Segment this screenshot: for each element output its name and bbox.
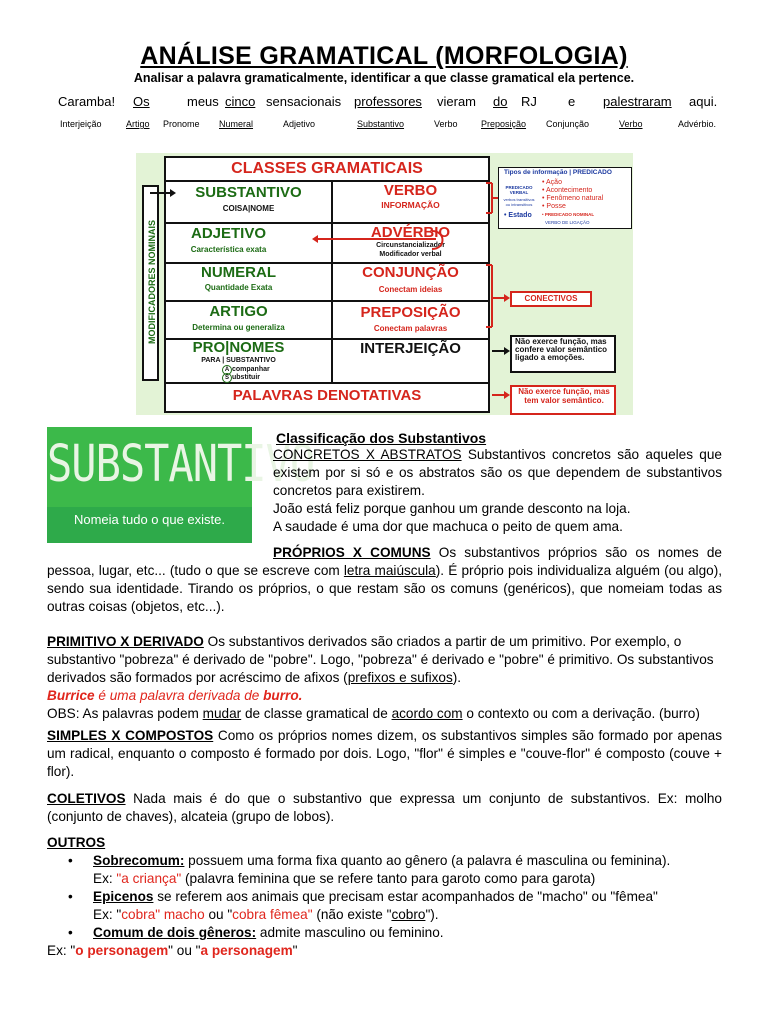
example-2: A saudade é uma dor que machuca o peito de quem ama. <box>273 519 623 534</box>
class-numeral: NUMERAL <box>201 264 276 281</box>
text-ex: Ex: <box>93 871 117 886</box>
word-do: do <box>493 94 508 109</box>
text-concretos: Substantivos concretos são aqueles que existem por si só e os abstratos são os que dependem de substantivos concretos para existirem. <box>273 447 722 498</box>
word-os: Os <box>133 94 150 109</box>
obs-2: de classe gramatical de <box>241 706 392 721</box>
text-ex: Ex: " <box>47 943 76 958</box>
word-vieram: vieram <box>437 94 477 109</box>
denotativas-note: Não exerce função, mas tem valor semântico. <box>518 387 610 405</box>
class-preposicao-desc: Conectam palavras <box>373 324 448 333</box>
tag-preposicao: Preposição <box>481 119 527 129</box>
example-burrice <box>47 688 302 703</box>
text-close: " <box>292 943 298 958</box>
text-primitivo-2: ). <box>452 670 462 685</box>
class-pronomes-desc2: A companhar <box>222 365 302 375</box>
bullet-dot: • <box>68 925 73 940</box>
interjeicao-note: Não exerce função, mas confere valor semântico ligado a emoções. <box>515 337 608 362</box>
example-cobra-macho: cobra" macho <box>121 907 205 922</box>
class-adverbio-desc1: Circunstancializador <box>376 242 445 249</box>
bullet-dot: • <box>68 889 73 904</box>
predicado-box <box>498 167 632 229</box>
tag-interjeicao: Interjeição <box>60 119 102 129</box>
side-label: MODIFICADORES NOMINAIS <box>147 220 157 345</box>
class-numeral-desc: Quantidade Exata <box>204 283 273 292</box>
text-close: "). <box>425 907 439 922</box>
bullet-epicenos <box>93 888 722 924</box>
classes-diagram <box>136 153 633 415</box>
heading-coletivos: COLETIVOS <box>47 791 126 806</box>
text-prefixos-sufixos: prefixos e sufixos <box>347 670 453 685</box>
text-ex: Ex: " <box>93 907 122 922</box>
predicado-items <box>542 179 603 211</box>
example-a-personagem: a personagem <box>200 943 293 958</box>
banner-word: SUBSTANTIVO <box>47 434 315 493</box>
word-sensacionais: sensacionais <box>266 94 342 109</box>
class-adjetivo-desc: Característica exata <box>190 245 267 254</box>
obs-mudar: mudar <box>202 706 242 721</box>
class-substantivo-desc: COISA|NOME <box>222 204 275 213</box>
verbo-ligacao: VERBO DE LIGAÇÃO <box>545 220 590 225</box>
class-adverbio: ADVÉRBIO <box>370 224 451 241</box>
word-cinco: cinco <box>225 94 256 109</box>
word-burrice: Burrice <box>47 688 95 703</box>
diagram-header: CLASSES GRAMATICAIS <box>231 160 423 177</box>
text-ou: " ou " <box>168 943 201 958</box>
word-cobro: cobro <box>391 907 426 922</box>
paragraph-coletivos <box>47 790 722 826</box>
predicado-verbal-desc: verbos transitivos ou intransitivos <box>503 197 535 207</box>
text-nao-existe: (não existe " <box>312 907 392 922</box>
tag-adverbio: Advérbio. <box>678 119 717 129</box>
conectivos-label: CONECTIVOS <box>524 294 578 303</box>
obs-3: o contexto ou com a derivação. (burro) <box>462 706 700 721</box>
word-palestraram: palestraram <box>603 94 672 109</box>
class-verbo-desc: INFORMAÇÃO <box>381 200 440 210</box>
word-e: e <box>568 94 576 109</box>
paragraph-concretos <box>273 446 722 500</box>
obs-acordo-com: acordo com <box>391 706 463 721</box>
class-pronomes-desc3: S ubstituir <box>222 373 302 383</box>
class-pronomes-desc1: PARA | SUBSTANTIVO <box>201 357 276 364</box>
tag-numeral: Numeral <box>219 119 254 129</box>
word-aqui: aqui. <box>689 94 718 109</box>
tag-verbo-2: Verbo <box>619 119 643 129</box>
text-epicenos: se referem aos animais que precisam estar acompanhados de "macho" ou "fêmea" <box>153 889 658 904</box>
substantivo-banner <box>47 427 315 543</box>
heading-sobrecomum: Sobrecomum: <box>93 853 185 868</box>
heading-simples: SIMPLES X COMPOSTOS <box>47 728 214 743</box>
pred-item: • Fenômeno natural <box>542 195 604 202</box>
heading-concretos: CONCRETOS X ABSTRATOS <box>273 447 462 462</box>
paragraph-simples <box>47 727 722 781</box>
text-letra-maiuscula: letra maiúscula <box>343 563 436 578</box>
text-proprios-1: Os substantivos próprios são os nomes de pessoa, lugar, etc... (tudo o que se escreve com <box>47 545 722 578</box>
denotativas-note-box <box>510 385 616 415</box>
class-interjeicao: INTERJEIÇÃO <box>360 340 461 357</box>
class-preposicao: PREPOSIÇÃO <box>360 304 461 321</box>
tag-verbo: Verbo <box>434 119 458 129</box>
estado: • Estado <box>504 212 532 219</box>
text-derivada: é uma palavra derivada de <box>94 688 264 703</box>
page-subtitle: Analisar a palavra gramaticalmente, identificar a que classe gramatical ela pertence. <box>133 71 635 85</box>
predicado-title: Tipos de informação | PREDICADO <box>504 169 612 176</box>
example-cobra-femea: cobra fêmea" <box>232 907 313 922</box>
example-crianca: "a criança" <box>116 871 182 886</box>
word-professores: professores <box>354 94 422 109</box>
heading-primitivo: PRIMITIVO X DERIVADO <box>47 634 204 649</box>
tag-pronome: Pronome <box>163 119 200 129</box>
class-pronomes: PRO|NOMES <box>192 339 285 356</box>
word-burro: burro. <box>263 688 303 703</box>
example-1: João está feliz porque ganhou um grande desconto na loja. <box>273 501 631 516</box>
class-conjuncao: CONJUNÇÃO <box>362 264 459 281</box>
bullet-dot: • <box>68 853 73 868</box>
class-artigo: ARTIGO <box>209 303 268 320</box>
heading-outros: OUTROS <box>47 835 106 850</box>
class-adverbio-desc2: Modificador verbal <box>379 251 442 258</box>
bullet-comum-dois-generos <box>93 924 444 942</box>
text-primitivo-1: Os substantivos derivados são criados a partir de um primitivo. Por exemplo, o substantivo "pobreza" é derivado de "pobre". Logo, "pobreza" é derivado e "pobre" é primitivo. Os substantivos derivados são formados por acréscimo de afixos ( <box>47 634 714 685</box>
interjeicao-note-box <box>510 335 616 373</box>
paragraph-proprios <box>47 544 722 616</box>
conectivos-box <box>510 291 592 307</box>
predicado-verbal: PREDICADO VERBAL <box>505 185 533 195</box>
text-proprios-2: ). É próprio pois individualiza alguém (ou algo), sendo sua identidade. Tirando os próprios, o que restam são os comuns (genéricos), que nomeiam todas as outras coisas (objetos, etc...). <box>47 563 722 614</box>
predicado-nominal: • PREDICADO NOMINAL <box>542 212 595 217</box>
tag-adjetivo: Adjetivo <box>283 119 316 129</box>
banner-subtitle: Nomeia tudo o que existe. <box>73 512 226 527</box>
text-crianca-desc: (palavra feminina que se refere tanto para garoto como para garota) <box>181 871 596 886</box>
heading-proprios: PRÓPRIOS X COMUNS <box>273 545 431 560</box>
tag-artigo: Artigo <box>126 119 150 129</box>
heading-epicenos: Epicenos <box>93 889 154 904</box>
class-conjuncao-desc: Conectam ideias <box>378 285 443 294</box>
word-caramba: Caramba! <box>58 94 116 109</box>
obs-1: OBS: As palavras podem <box>47 706 203 721</box>
text-sobrecomum: possuem uma forma fixa quanto ao gênero (a palavra é masculina ou feminina). <box>184 853 671 868</box>
class-denotativas: PALAVRAS DENOTATIVAS <box>232 387 422 404</box>
pred-item: • Acontecimento <box>542 187 593 194</box>
text-comum-dois-generos: admite masculino ou feminino. <box>256 925 444 940</box>
page-title: ANÁLISE GRAMATICAL (MORFOLOGIA) <box>140 42 628 70</box>
text-ou: ou " <box>204 907 233 922</box>
pred-item: • Ação <box>542 179 562 186</box>
class-substantivo: SUBSTANTIVO <box>195 184 302 201</box>
pred-item: • Posse <box>542 203 566 210</box>
section-title: Classificação dos Substantivos <box>276 430 487 446</box>
example-o-personagem: o personagem <box>75 943 169 958</box>
text-simples: Como os próprios nomes dizem, os substantivos simples são formado por apenas um radical, enquanto o composto é formado por dois. Logo, "flor" é simples e "couve-flor" é composto (couve + flor). <box>47 728 723 779</box>
bullet-sobrecomum <box>93 852 722 888</box>
tag-conjuncao: Conjunção <box>546 119 590 129</box>
example-personagem <box>47 942 298 960</box>
class-artigo-desc: Determina ou generaliza <box>192 323 285 332</box>
text-coletivos: Nada mais é do que o substantivo que expressa um conjunto de substantivos. Ex: molho (conjunto de chaves), alcateia (grupo de lobos). <box>47 791 722 824</box>
word-meus: meus <box>187 94 219 109</box>
paragraph-primitivo <box>47 633 722 723</box>
tag-substantivo: Substantivo <box>357 119 405 129</box>
class-verbo: VERBO <box>383 182 438 199</box>
word-rj: RJ <box>521 94 537 109</box>
heading-comum-dois-generos: Comum de dois gêneros: <box>93 925 257 940</box>
class-adjetivo: ADJETIVO <box>190 225 266 242</box>
